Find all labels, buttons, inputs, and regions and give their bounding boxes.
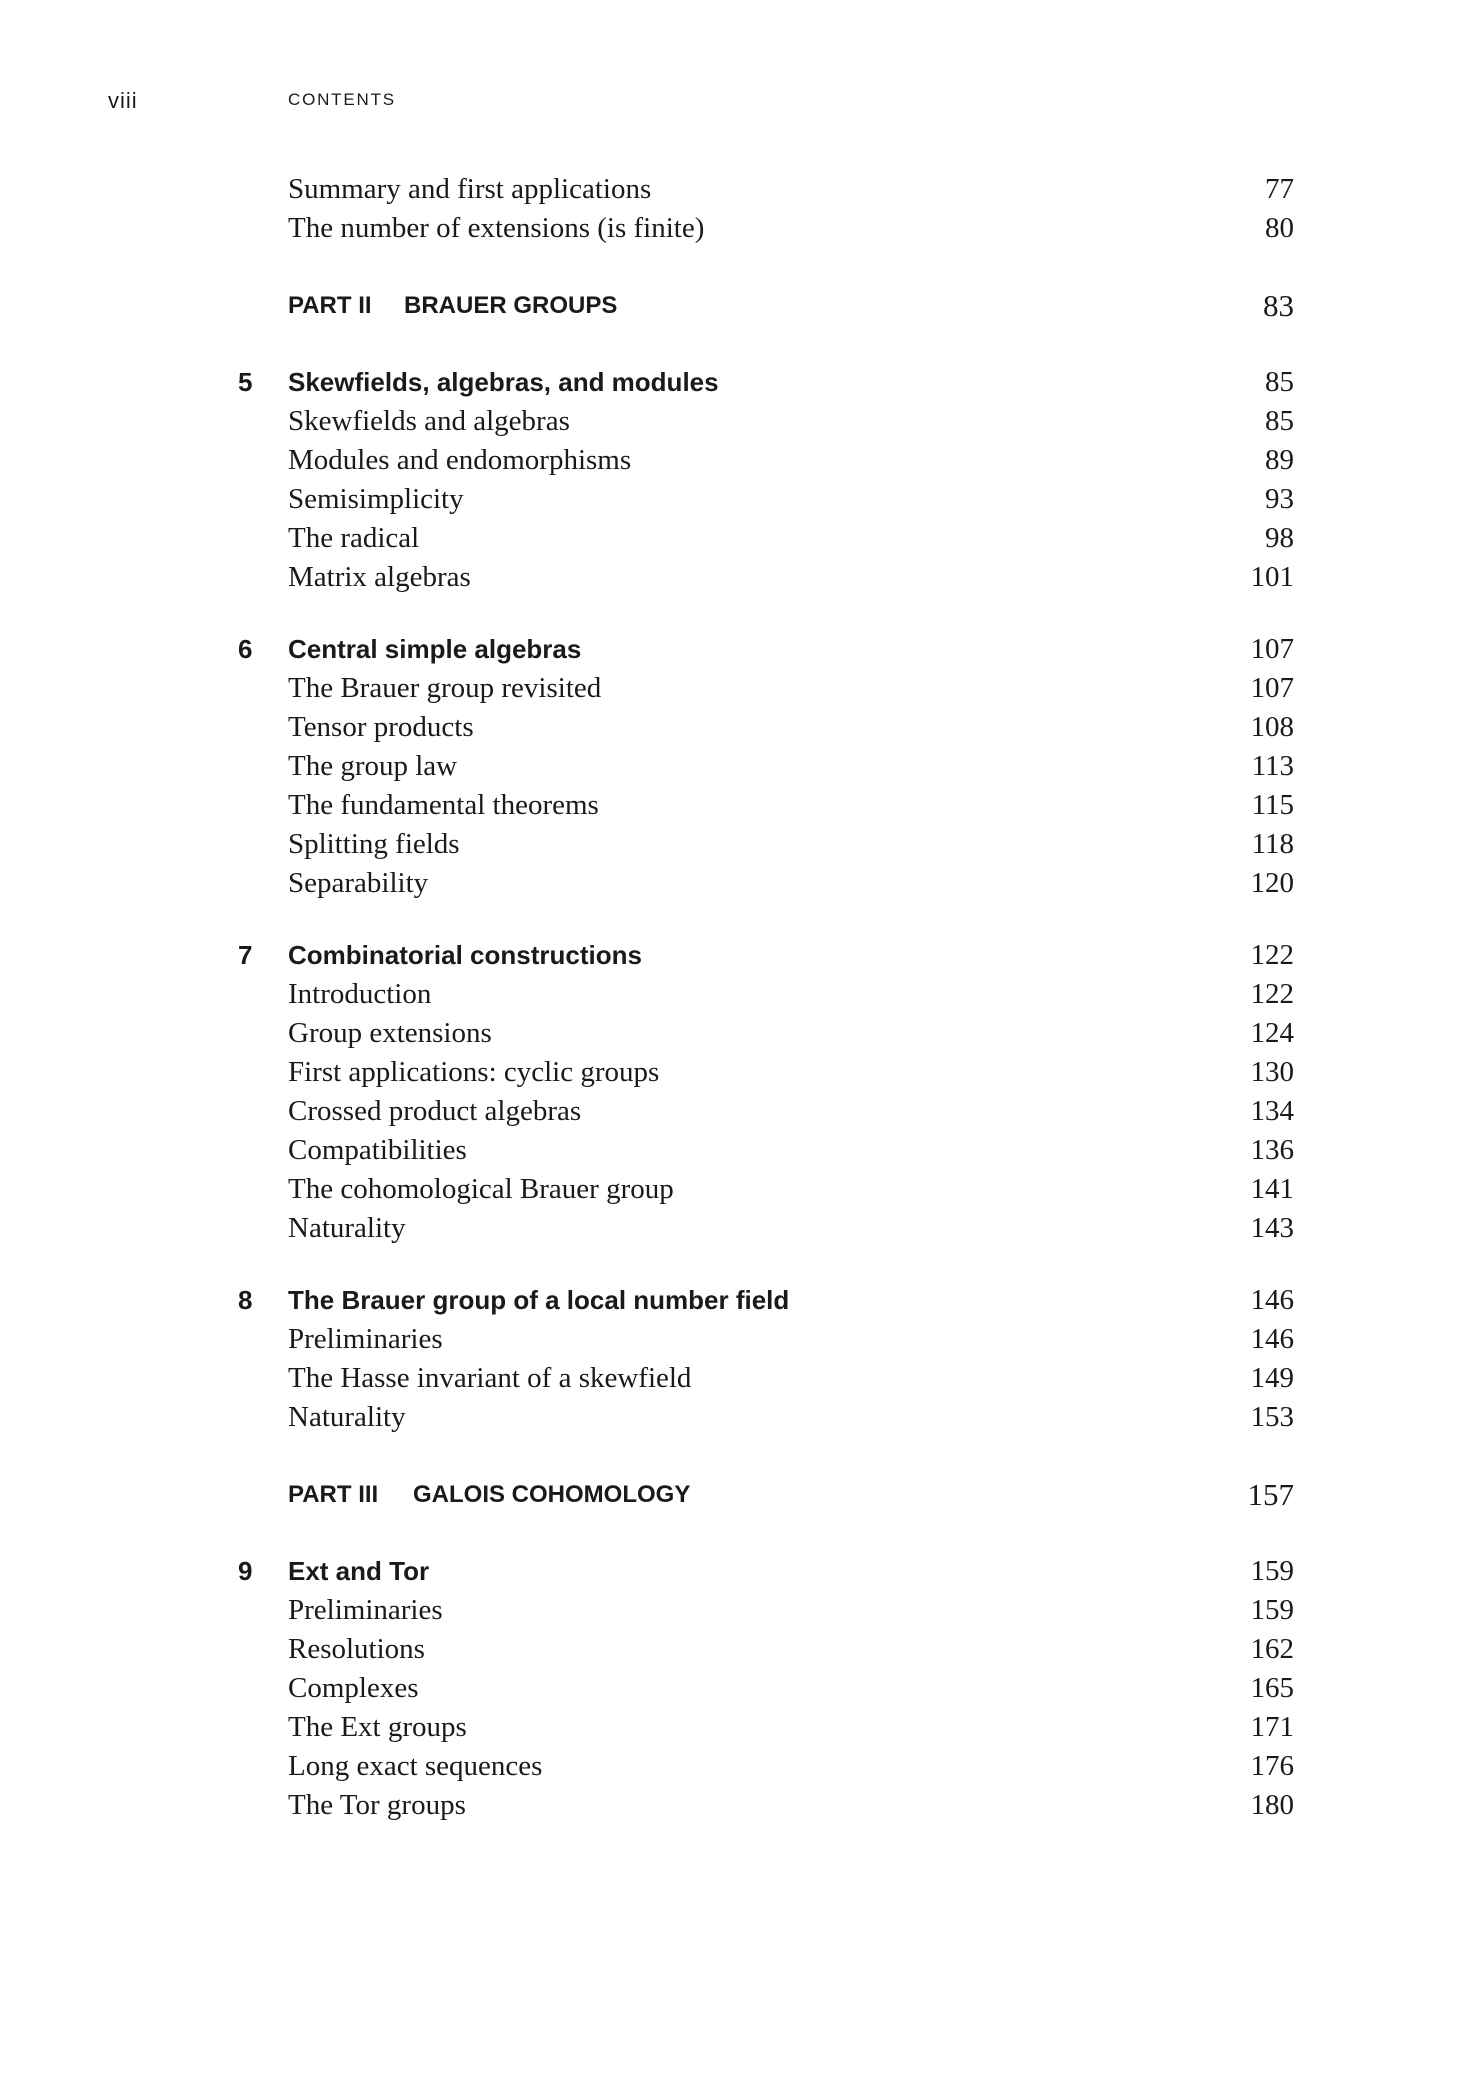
chapter-title: Central simple algebras — [288, 634, 582, 664]
running-head-title: CONTENTS — [288, 90, 396, 109]
toc-entry — [0, 1398, 1472, 1437]
toc-entry-title: The Brauer group revisited — [288, 672, 602, 704]
toc-entry-page: 98 — [1265, 522, 1294, 554]
chapter-heading-8 — [0, 1281, 1472, 1320]
toc-entry-page: 159 — [1250, 1594, 1294, 1626]
toc-entry-page: 115 — [1251, 789, 1294, 821]
toc-entry — [0, 669, 1472, 708]
toc-entry-title: The Ext groups — [288, 1711, 467, 1743]
toc-entry-page: 124 — [1250, 1017, 1294, 1049]
toc-entry-page: 80 — [1265, 212, 1294, 244]
chapter-title: Combinatorial constructions — [288, 940, 642, 970]
part-heading-2 — [0, 286, 1472, 325]
toc-entry — [0, 1092, 1472, 1131]
part-page: 83 — [1263, 288, 1294, 323]
chapter-heading-7 — [0, 936, 1472, 975]
toc-entry — [0, 1786, 1472, 1825]
toc-entry-page: 89 — [1265, 444, 1294, 476]
toc-entry-title: Skewfields and algebras — [288, 405, 570, 437]
toc-entry-page: 162 — [1250, 1633, 1294, 1665]
toc-entry-page: 113 — [1251, 750, 1294, 782]
toc-entry-page: 120 — [1250, 867, 1294, 899]
toc-entry-page: 146 — [1250, 1323, 1294, 1355]
chapter-title: The Brauer group of a local number field — [288, 1285, 790, 1315]
toc-entry-title: Compatibilities — [288, 1134, 467, 1166]
chapter-page: 107 — [1250, 633, 1294, 665]
toc-entry-title: Splitting fields — [288, 828, 460, 860]
toc-entry — [0, 1359, 1472, 1398]
chapter-page: 85 — [1265, 366, 1294, 398]
chapter-page: 146 — [1250, 1284, 1294, 1316]
toc-entry-title: Semisimplicity — [288, 483, 464, 515]
toc-entry-title: Group extensions — [288, 1017, 492, 1049]
toc-entry-title: Complexes — [288, 1672, 419, 1704]
chapter-heading-5 — [0, 363, 1472, 402]
toc-entry-page: 130 — [1250, 1056, 1294, 1088]
toc-entry-page: 134 — [1250, 1095, 1294, 1127]
toc-entry-page: 107 — [1250, 672, 1294, 704]
toc-entry — [0, 1747, 1472, 1786]
toc-entry — [0, 170, 1472, 209]
toc-entry — [0, 519, 1472, 558]
chapter-title: Ext and Tor — [288, 1556, 430, 1586]
toc-entry-page: 165 — [1250, 1672, 1294, 1704]
toc-entry — [0, 1708, 1472, 1747]
toc-entry — [0, 1669, 1472, 1708]
toc-entry-title: Matrix algebras — [288, 561, 471, 593]
toc-entry — [0, 1591, 1472, 1630]
toc-entry-title: Preliminaries — [288, 1594, 443, 1626]
toc-entry — [0, 480, 1472, 519]
running-head — [0, 88, 1472, 118]
toc-entry — [0, 825, 1472, 864]
toc-entry-title: Crossed product algebras — [288, 1095, 582, 1127]
toc-entry — [0, 1209, 1472, 1248]
toc-entry-title: The Hasse invariant of a skewfield — [288, 1362, 692, 1394]
chapter-number: 7 — [238, 940, 253, 970]
toc-entry-page: 118 — [1251, 828, 1294, 860]
toc-entry — [0, 558, 1472, 597]
toc-entry-title: First applications: cyclic groups — [288, 1056, 660, 1088]
chapter-page: 159 — [1250, 1555, 1294, 1587]
toc-entry-page: 143 — [1250, 1212, 1294, 1244]
toc-entry-page: 136 — [1250, 1134, 1294, 1166]
toc-entry-title: Introduction — [288, 978, 432, 1010]
toc-entry-page: 93 — [1265, 483, 1294, 515]
toc-entry-page: 149 — [1250, 1362, 1294, 1394]
toc-entry-title: The Tor groups — [288, 1789, 466, 1821]
toc-entry — [0, 975, 1472, 1014]
page-folio: viii — [108, 88, 138, 113]
part-title: GALOIS COHOMOLOGY — [413, 1481, 691, 1508]
toc-entry-page: 85 — [1265, 405, 1294, 437]
toc-entry — [0, 1170, 1472, 1209]
toc-entry-page: 77 — [1265, 173, 1294, 205]
toc-entry-title: Modules and endomorphisms — [288, 444, 632, 476]
toc-entry-title: Preliminaries — [288, 1323, 443, 1355]
chapter-title: Skewfields, algebras, and modules — [288, 367, 719, 397]
toc-entry — [0, 1630, 1472, 1669]
toc-entry-title: The cohomological Brauer group — [288, 1173, 674, 1205]
toc-entry-title: Naturality — [288, 1212, 406, 1244]
toc-entry-page: 108 — [1250, 711, 1294, 743]
toc-entry-page: 171 — [1250, 1711, 1294, 1743]
toc-entry-title: The group law — [288, 750, 458, 782]
toc-entry-title: Separability — [288, 867, 429, 899]
part-heading-3 — [0, 1475, 1472, 1514]
toc-entry — [0, 441, 1472, 480]
toc-entry-title: Summary and first applications — [288, 173, 652, 205]
part-page: 157 — [1247, 1477, 1294, 1512]
toc-entry — [0, 747, 1472, 786]
chapter-page: 122 — [1250, 939, 1294, 971]
chapter-number: 6 — [238, 634, 253, 664]
toc-entry-page: 180 — [1250, 1789, 1294, 1821]
toc-entry-title: The radical — [288, 522, 420, 554]
toc-entry-page: 122 — [1250, 978, 1294, 1010]
toc-entry-title: Tensor products — [288, 711, 474, 743]
toc-entry — [0, 209, 1472, 248]
part-title: BRAUER GROUPS — [404, 292, 618, 319]
toc-entry-title: The fundamental theorems — [288, 789, 599, 821]
toc-entry — [0, 1131, 1472, 1170]
toc-entry-page: 176 — [1250, 1750, 1294, 1782]
toc-entry-title: The number of extensions (is finite) — [288, 212, 705, 244]
chapter-heading-6 — [0, 630, 1472, 669]
toc-entry — [0, 1320, 1472, 1359]
part-label: PART II — [288, 292, 372, 319]
toc-entry-title: Resolutions — [288, 1633, 425, 1665]
toc-entry — [0, 402, 1472, 441]
chapter-number: 8 — [238, 1285, 253, 1315]
chapter-number: 9 — [238, 1556, 253, 1586]
toc-entry-page: 153 — [1250, 1401, 1294, 1433]
toc-entry-page: 141 — [1250, 1173, 1294, 1205]
toc-entry — [0, 786, 1472, 825]
table-of-contents — [0, 170, 1472, 1825]
chapter-number: 5 — [238, 367, 253, 397]
toc-entry-page: 101 — [1250, 561, 1294, 593]
toc-entry — [0, 864, 1472, 903]
part-label: PART III — [288, 1481, 379, 1508]
toc-entry — [0, 1014, 1472, 1053]
toc-entry-title: Naturality — [288, 1401, 406, 1433]
toc-entry — [0, 708, 1472, 747]
toc-entry-title: Long exact sequences — [288, 1750, 543, 1782]
toc-entry — [0, 1053, 1472, 1092]
chapter-heading-9 — [0, 1552, 1472, 1591]
